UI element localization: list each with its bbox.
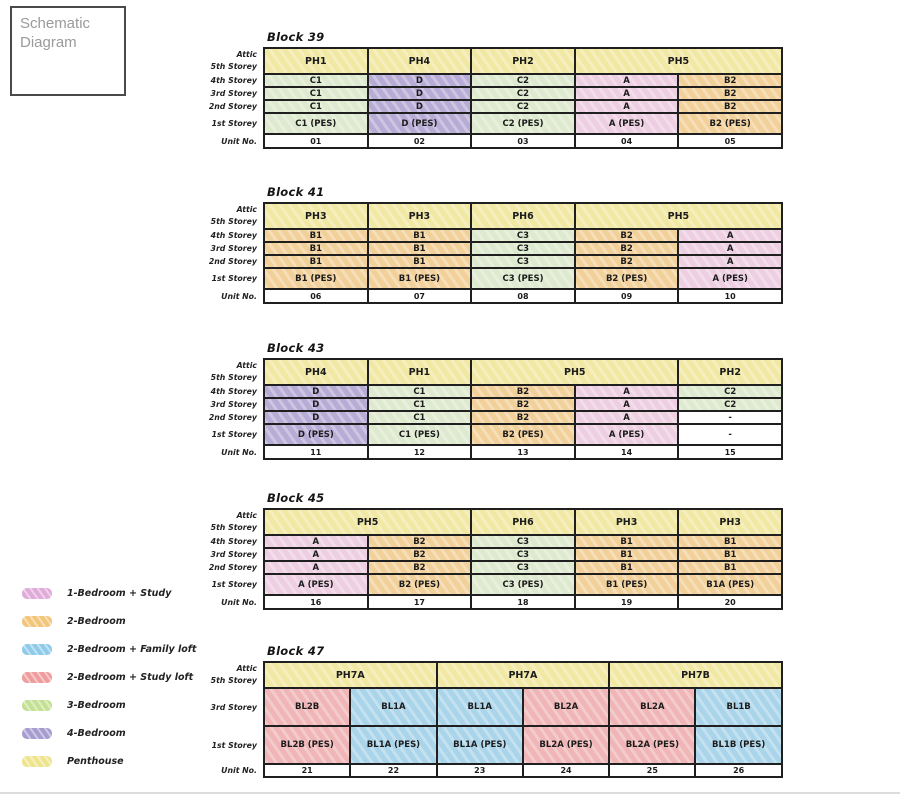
pes-cell: -: [678, 424, 782, 445]
block-title: Block 45: [267, 491, 325, 505]
unit-cell: D: [264, 385, 368, 398]
block-body: [205, 661, 790, 778]
unit-cell: B1: [368, 229, 472, 242]
row-label-attic: Attic: [236, 361, 257, 370]
unit-cell: C1: [264, 74, 368, 87]
pes-cell: A (PES): [575, 424, 679, 445]
pes-cell: C1 (PES): [264, 113, 368, 134]
legend-swatch-2-bedroom: [22, 616, 52, 627]
unit-cell: B1: [678, 548, 782, 561]
unit-cell: B2: [678, 87, 782, 100]
penthouse-cell: PH7B: [609, 662, 782, 688]
pes-cell: BL2A (PES): [609, 726, 695, 764]
pes-cell: B2 (PES): [678, 113, 782, 134]
unit-number-cell: 19: [575, 595, 679, 609]
unit-number-cell: 01: [264, 134, 368, 148]
row-label-pes: 1st Storey: [211, 274, 257, 283]
penthouse-cell: PH5: [264, 509, 471, 535]
legend-swatch-4-bedroom: [22, 728, 52, 739]
unit-cell: A: [575, 385, 679, 398]
legend-swatch-2-bedroom-study-loft: [22, 672, 52, 683]
row-label-unit-no: Unit No.: [221, 136, 257, 146]
unit-cell: D: [368, 100, 472, 113]
unit-cell: A: [264, 535, 368, 548]
pes-cell: C3 (PES): [471, 574, 575, 595]
row-labels: [205, 661, 263, 778]
row-label-pes: 1st Storey: [211, 740, 257, 750]
unit-number-cell: 12: [368, 445, 472, 459]
unit-cell: B2: [368, 535, 472, 548]
penthouse-cell: PH5: [471, 359, 678, 385]
block-title: Block 41: [267, 185, 325, 199]
unit-number-cell: 04: [575, 134, 679, 148]
unit-cell: B2: [368, 548, 472, 561]
unit-cell: C2: [471, 87, 575, 100]
row-labels: [205, 202, 263, 304]
row-label-pes: 1st Storey: [211, 119, 257, 128]
unit-number-cell: 05: [678, 134, 782, 148]
row-label-attic: Attic: [236, 50, 257, 59]
unit-cell: B2: [575, 255, 679, 268]
unit-cell: BL2A: [523, 688, 609, 726]
row-label-attic: Attic: [236, 664, 257, 673]
unit-cell: C3: [471, 535, 575, 548]
legend-label: 4-Bedroom: [67, 727, 126, 739]
pes-cell: B1 (PES): [368, 268, 472, 289]
block-block-41: [205, 185, 790, 304]
pes-cell: A (PES): [575, 113, 679, 134]
unit-number-cell: 21: [264, 764, 350, 777]
block-body: [205, 202, 790, 304]
penthouse-cell: PH7A: [437, 662, 610, 688]
unit-cell: B1: [264, 242, 368, 255]
legend-label: 2-Bedroom + Study loft: [67, 671, 194, 683]
penthouse-cell: PH3: [368, 203, 472, 229]
row-label-storey: 2nd Storey: [208, 413, 257, 422]
legend-item: [22, 671, 196, 683]
row-label-attic-5th: [205, 203, 263, 229]
unit-number-cell: 15: [678, 445, 782, 459]
legend-swatch-1-bedroom-study: [22, 588, 52, 599]
unit-cell: A: [678, 242, 782, 255]
pes-cell: B2 (PES): [471, 424, 575, 445]
unit-number-cell: 22: [350, 764, 436, 777]
unit-number-cell: 11: [264, 445, 368, 459]
row-label-attic-5th: [205, 662, 263, 688]
pes-cell: A (PES): [678, 268, 782, 289]
unit-cell: A: [575, 87, 679, 100]
legend-label: 3-Bedroom: [67, 699, 126, 711]
penthouse-cell: PH5: [575, 203, 782, 229]
pes-cell: BL2A (PES): [523, 726, 609, 764]
row-labels: [205, 47, 263, 149]
pes-cell: B1 (PES): [575, 574, 679, 595]
row-label-top-storey: 5th Storey: [210, 373, 257, 382]
unit-cell: D: [368, 74, 472, 87]
unit-cell: C3: [471, 548, 575, 561]
legend-item: [22, 643, 196, 655]
unit-cell: C1: [368, 385, 472, 398]
unit-cell: BL2B: [264, 688, 350, 726]
unit-cell: B2: [575, 229, 679, 242]
unit-cell: C1: [368, 398, 472, 411]
block-table: [263, 358, 783, 460]
unit-cell: B1: [575, 561, 679, 574]
pes-cell: D (PES): [264, 424, 368, 445]
pes-cell: B2 (PES): [575, 268, 679, 289]
unit-cell: B1: [264, 255, 368, 268]
unit-cell: B2: [575, 242, 679, 255]
block-body: [205, 47, 790, 149]
unit-cell: B1: [368, 242, 472, 255]
unit-cell: D: [264, 411, 368, 424]
unit-cell: C3: [471, 242, 575, 255]
unit-cell: A: [575, 100, 679, 113]
unit-cell: B2: [678, 100, 782, 113]
row-label-top-storey: 5th Storey: [210, 62, 257, 71]
unit-cell: C2: [678, 385, 782, 398]
unit-cell: C3: [471, 229, 575, 242]
penthouse-cell: PH3: [264, 203, 368, 229]
title-box: [10, 6, 126, 96]
pes-cell: B1 (PES): [264, 268, 368, 289]
unit-cell: C3: [471, 561, 575, 574]
unit-number-cell: 13: [471, 445, 575, 459]
unit-number-cell: 03: [471, 134, 575, 148]
pes-cell: BL2B (PES): [264, 726, 350, 764]
unit-number-cell: 18: [471, 595, 575, 609]
row-label-pes: 1st Storey: [211, 430, 257, 439]
row-labels: [205, 508, 263, 610]
penthouse-cell: PH6: [471, 203, 575, 229]
unit-cell: B1: [678, 561, 782, 574]
block-title: Block 39: [267, 30, 325, 44]
row-label-storey: 3rd Storey: [210, 400, 257, 409]
penthouse-cell: PH6: [471, 509, 575, 535]
unit-cell: C2: [471, 74, 575, 87]
row-label-storey: 3rd Storey: [210, 244, 257, 253]
unit-number-cell: 16: [264, 595, 368, 609]
row-label-storey: 3rd Storey: [210, 550, 257, 559]
unit-cell: C2: [678, 398, 782, 411]
row-label-attic: Attic: [236, 511, 257, 520]
penthouse-cell: PH5: [575, 48, 782, 74]
pes-cell: D (PES): [368, 113, 472, 134]
unit-cell: A: [264, 548, 368, 561]
legend-swatch-penthouse: [22, 756, 52, 767]
unit-cell: -: [678, 411, 782, 424]
unit-cell: C2: [471, 100, 575, 113]
unit-number-cell: 20: [678, 595, 782, 609]
row-labels: [205, 358, 263, 460]
unit-cell: B1: [678, 535, 782, 548]
pes-cell: B2 (PES): [368, 574, 472, 595]
bottom-divider: [0, 792, 900, 794]
legend-swatch-3-bedroom: [22, 700, 52, 711]
unit-number-cell: 24: [523, 764, 609, 777]
legend-item: [22, 699, 196, 711]
row-label-storey: 2nd Storey: [208, 257, 257, 266]
block-table: [263, 508, 783, 610]
penthouse-cell: PH4: [264, 359, 368, 385]
pes-cell: A (PES): [264, 574, 368, 595]
penthouse-cell: PH4: [368, 48, 472, 74]
unit-cell: C3: [471, 255, 575, 268]
legend-label: 2-Bedroom: [67, 615, 126, 627]
unit-cell: A: [264, 561, 368, 574]
pes-cell: BL1A (PES): [437, 726, 523, 764]
pes-cell: C2 (PES): [471, 113, 575, 134]
unit-number-cell: 25: [609, 764, 695, 777]
unit-cell: C1: [264, 100, 368, 113]
penthouse-cell: PH3: [575, 509, 679, 535]
row-label-storey: 2nd Storey: [208, 102, 257, 111]
block-title: Block 43: [267, 341, 325, 355]
legend-label: Penthouse: [67, 755, 124, 767]
penthouse-cell: PH1: [368, 359, 472, 385]
unit-cell: B2: [471, 411, 575, 424]
unit-cell: D: [264, 398, 368, 411]
unit-cell: BL1B: [695, 688, 781, 726]
row-label-unit-no: Unit No.: [221, 766, 257, 775]
unit-cell: C1: [368, 411, 472, 424]
block-table: [263, 202, 783, 304]
unit-cell: B2: [471, 385, 575, 398]
unit-number-cell: 26: [695, 764, 781, 777]
unit-number-cell: 09: [575, 289, 679, 303]
legend: [22, 587, 196, 767]
penthouse-cell: PH7A: [264, 662, 437, 688]
unit-number-cell: 07: [368, 289, 472, 303]
row-label-storey: 4th Storey: [210, 76, 257, 85]
unit-cell: B2: [368, 561, 472, 574]
unit-cell: B2: [678, 74, 782, 87]
unit-cell: A: [575, 398, 679, 411]
block-title: Block 47: [267, 644, 325, 658]
penthouse-cell: PH2: [471, 48, 575, 74]
unit-number-cell: 02: [368, 134, 472, 148]
row-label-unit-no: Unit No.: [221, 597, 257, 607]
unit-number-cell: 06: [264, 289, 368, 303]
penthouse-cell: PH1: [264, 48, 368, 74]
block-block-45: [205, 491, 790, 610]
row-label-unit-no: Unit No.: [221, 447, 257, 457]
row-label-attic-5th: [205, 509, 263, 535]
unit-cell: B1: [575, 548, 679, 561]
legend-item: [22, 755, 196, 767]
unit-cell: BL1A: [350, 688, 436, 726]
unit-cell: A: [678, 229, 782, 242]
unit-cell: BL1A: [437, 688, 523, 726]
row-label-pes: 1st Storey: [211, 580, 257, 589]
row-label-storey: 4th Storey: [210, 231, 257, 240]
row-label-storey: 3rd Storey: [210, 702, 257, 712]
penthouse-cell: PH3: [678, 509, 782, 535]
unit-cell: A: [678, 255, 782, 268]
unit-cell: C1: [264, 87, 368, 100]
row-label-top-storey: 5th Storey: [210, 523, 257, 532]
row-label-storey: 3rd Storey: [210, 89, 257, 98]
block-table: [263, 47, 783, 149]
legend-item: [22, 615, 196, 627]
penthouse-cell: PH2: [678, 359, 782, 385]
unit-cell: D: [368, 87, 472, 100]
block-body: [205, 358, 790, 460]
pes-cell: BL1B (PES): [695, 726, 781, 764]
unit-number-cell: 14: [575, 445, 679, 459]
page-title: Schematic Diagram: [20, 15, 91, 51]
unit-number-cell: 23: [437, 764, 523, 777]
block-table: [263, 661, 783, 778]
unit-cell: B2: [471, 398, 575, 411]
block-body: [205, 508, 790, 610]
legend-label: 2-Bedroom + Family loft: [67, 643, 197, 655]
row-label-attic-5th: [205, 359, 263, 385]
unit-cell: B1: [575, 535, 679, 548]
row-label-storey: 4th Storey: [210, 387, 257, 396]
block-block-39: [205, 30, 790, 149]
pes-cell: BL1A (PES): [350, 726, 436, 764]
legend-item: [22, 727, 196, 739]
unit-cell: B1: [368, 255, 472, 268]
unit-cell: A: [575, 411, 679, 424]
block-block-47: [205, 644, 790, 778]
row-label-storey: 4th Storey: [210, 537, 257, 546]
row-label-attic-5th: [205, 48, 263, 74]
pes-cell: C1 (PES): [368, 424, 472, 445]
unit-number-cell: 10: [678, 289, 782, 303]
pes-cell: C3 (PES): [471, 268, 575, 289]
unit-cell: A: [575, 74, 679, 87]
pes-cell: B1A (PES): [678, 574, 782, 595]
unit-cell: BL2A: [609, 688, 695, 726]
unit-cell: B1: [264, 229, 368, 242]
unit-number-cell: 08: [471, 289, 575, 303]
block-block-43: [205, 341, 790, 460]
legend-label: 1-Bedroom + Study: [67, 587, 172, 599]
legend-swatch-2-bedroom-family-loft: [22, 644, 52, 655]
row-label-top-storey: 5th Storey: [210, 676, 257, 685]
row-label-storey: 2nd Storey: [208, 563, 257, 572]
legend-item: [22, 587, 196, 599]
row-label-top-storey: 5th Storey: [210, 217, 257, 226]
unit-number-cell: 17: [368, 595, 472, 609]
row-label-attic: Attic: [236, 205, 257, 214]
row-label-unit-no: Unit No.: [221, 291, 257, 301]
